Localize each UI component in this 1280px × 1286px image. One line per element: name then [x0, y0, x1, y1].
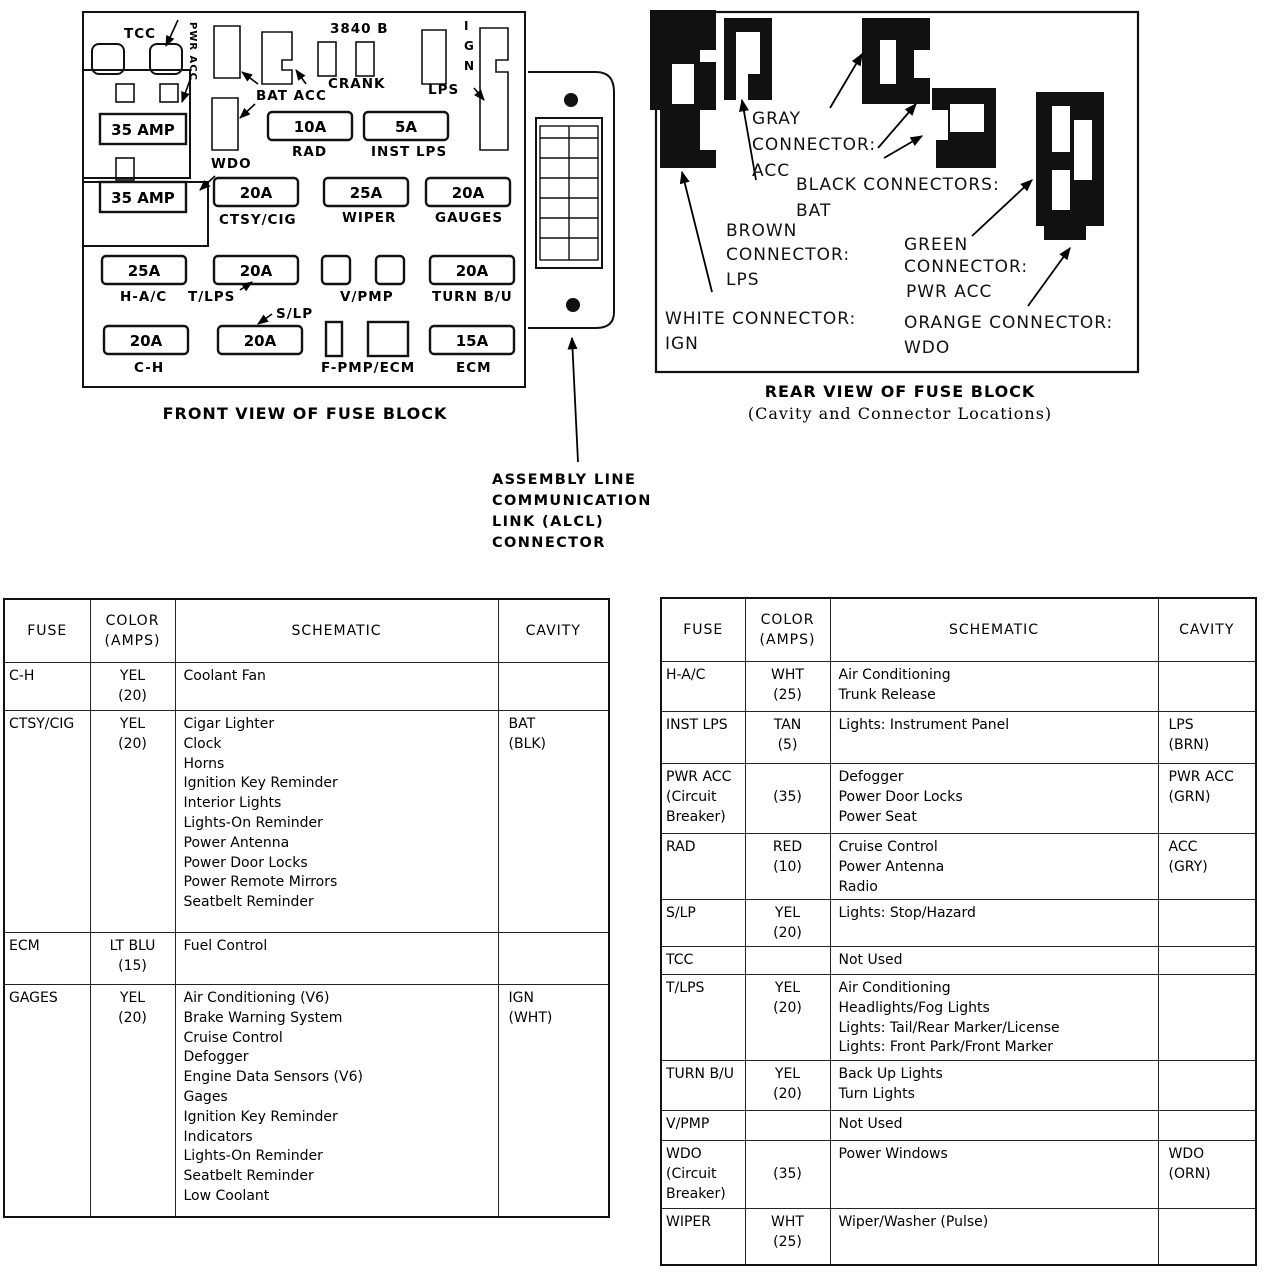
- schematic-line: Turn Lights: [838, 1085, 915, 1102]
- cell-fuse: [4, 711, 90, 933]
- label-c-h: C-H: [134, 360, 165, 376]
- cell-cavity: [1158, 1141, 1256, 1209]
- cell-schematic: [830, 662, 1158, 712]
- cell-color: [745, 662, 830, 712]
- front-view-fuse-block: [83, 12, 614, 462]
- cell-cavity: [1158, 974, 1256, 1060]
- label-gauges: GAUGES: [435, 210, 504, 226]
- cell-color: [745, 764, 830, 834]
- label-pwr-acc: PWR ACC: [187, 22, 198, 81]
- cell-schematic: [175, 663, 498, 711]
- orange-connector-title: ORANGE CONNECTOR:: [904, 313, 1114, 333]
- cell-cavity: [1158, 764, 1256, 834]
- cell-fuse: [661, 764, 745, 834]
- schematic-line: Seatbelt Reminder: [183, 1168, 314, 1185]
- fuse-line: TURN B/U: [666, 1066, 735, 1083]
- gray-connector-line2: CONNECTOR:: [752, 135, 877, 155]
- schematic-line: Air Conditioning: [838, 979, 951, 996]
- cell-cavity: [1158, 1209, 1256, 1265]
- cell-color: [90, 933, 175, 985]
- table-row: [661, 974, 1256, 1060]
- color-line: YEL: [119, 716, 146, 732]
- alcl-line: COMMUNICATION: [492, 493, 652, 509]
- schematic-line: Back Up Lights: [838, 1066, 943, 1083]
- label-ign-g: G: [464, 39, 475, 53]
- color-line: [750, 768, 826, 788]
- fuse-line: CTSY/CIG: [9, 716, 75, 732]
- table-row: [661, 900, 1256, 947]
- schematic-line: Not Used: [838, 1116, 903, 1133]
- fuse-t-lps: 20A: [239, 262, 273, 280]
- cell-schematic: [175, 933, 498, 985]
- cavity-line: (ORN): [1168, 1165, 1211, 1182]
- brown-connector-line1: BROWN: [726, 221, 798, 241]
- cell-schematic: [830, 1209, 1158, 1265]
- cavity-line: (BLK): [508, 735, 547, 752]
- cell-cavity: [1158, 662, 1256, 712]
- schematic-line: Brake Warning System: [183, 1009, 343, 1026]
- color-line: YEL: [774, 1066, 801, 1083]
- cavity-line: IGN: [508, 990, 534, 1006]
- cell-schematic: [830, 1111, 1158, 1141]
- fuse-table-left: [3, 598, 610, 1218]
- fuse-gauges: 20A: [451, 184, 485, 202]
- label-turn-b-u: TURN B/U: [432, 289, 513, 305]
- table-row: [661, 662, 1256, 712]
- schematic-line: Indicators: [183, 1128, 253, 1145]
- header-cavity: CAVITY: [498, 599, 609, 663]
- color-line: YEL: [774, 905, 801, 922]
- orange-connector-cavity: WDO: [904, 338, 951, 358]
- table-row: [661, 1209, 1256, 1265]
- cell-fuse: [661, 834, 745, 900]
- schematic-line: Power Door Locks: [838, 788, 963, 805]
- header-color: [745, 598, 830, 662]
- schematic-line: Lights: Stop/Hazard: [838, 905, 976, 922]
- label-bat-acc: BAT ACC: [256, 88, 327, 104]
- fuse-turn-b-u: 20A: [455, 262, 489, 280]
- cell-color: [90, 663, 175, 711]
- schematic-line: Air Conditioning (V6): [183, 990, 330, 1006]
- cell-fuse: [4, 985, 90, 1217]
- schematic-line: Radio: [838, 878, 878, 895]
- color-line: (20): [773, 925, 802, 942]
- color-line: (25): [773, 1233, 802, 1250]
- color-line: (35): [773, 1165, 802, 1182]
- color-line: (20): [118, 735, 147, 752]
- schematic-line: Cruise Control: [183, 1029, 283, 1046]
- white-connector-cavity: IGN: [665, 334, 699, 354]
- cavity-line: WDO: [1168, 1146, 1205, 1163]
- schematic-line: Fuel Control: [183, 938, 268, 954]
- schematic-line: Lights-On Reminder: [183, 1148, 323, 1165]
- cell-color: [745, 900, 830, 947]
- color-line: YEL: [119, 668, 146, 684]
- fuse-line: TCC: [666, 951, 694, 968]
- schematic-line: Lights: Front Park/Front Marker: [838, 1039, 1053, 1056]
- label-s-lp: S/LP: [276, 306, 314, 322]
- fuse-line: S/LP: [666, 905, 696, 922]
- cell-schematic: [175, 711, 498, 933]
- fuse-line: Breaker): [666, 1185, 726, 1202]
- cavity-line: (GRY): [1168, 858, 1208, 875]
- table-row: [661, 834, 1256, 900]
- color-line: WHT: [771, 667, 804, 683]
- label-t-lps: T/LPS: [188, 289, 236, 305]
- cell-schematic: [830, 712, 1158, 764]
- cell-schematic: [830, 834, 1158, 900]
- schematic-line: Power Antenna: [183, 834, 290, 851]
- cell-cavity: [1158, 834, 1256, 900]
- header-fuse: FUSE: [4, 599, 90, 663]
- color-line: TAN: [773, 717, 802, 733]
- cell-fuse: [661, 1209, 745, 1265]
- schematic-line: Cigar Lighter: [183, 716, 275, 732]
- schematic-line: Defogger: [183, 1049, 249, 1066]
- cell-color: [90, 711, 175, 933]
- cell-fuse: [661, 712, 745, 764]
- fuse-s-lp: 20A: [243, 332, 277, 350]
- cell-cavity: [1158, 946, 1256, 974]
- color-line: [750, 1145, 826, 1165]
- fuse-line: H-A/C: [666, 667, 706, 683]
- header-color-line: (AMPS): [104, 633, 161, 649]
- alcl-line: LINK (ALCL): [492, 514, 605, 530]
- color-line: LT BLU: [109, 938, 156, 954]
- fuse-35amp-top: 35 AMP: [111, 121, 175, 139]
- table-row: [661, 712, 1256, 764]
- label-lps: LPS: [428, 82, 460, 98]
- header-schematic: SCHEMATIC: [830, 598, 1158, 662]
- schematic-line: Trunk Release: [838, 686, 936, 703]
- cell-schematic: [175, 985, 498, 1217]
- color-line: (25): [773, 686, 802, 703]
- fuse-line: V/PMP: [666, 1116, 710, 1133]
- schematic-line: Headlights/Fog Lights: [838, 999, 990, 1016]
- rear-view-subcaption: (Cavity and Connector Locations): [747, 404, 1053, 423]
- color-line: (20): [118, 1009, 147, 1026]
- label-v-pmp: V/PMP: [340, 289, 394, 305]
- table-row: [4, 985, 609, 1217]
- front-view-caption: FRONT VIEW OF FUSE BLOCK: [162, 404, 448, 423]
- cell-schematic: [830, 764, 1158, 834]
- rear-view-fuse-block: [650, 10, 1138, 372]
- fuse-line: WDO: [666, 1146, 702, 1163]
- cavity-line: (WHT): [508, 1009, 553, 1026]
- schematic-line: Ignition Key Reminder: [183, 775, 338, 792]
- header-color-line: COLOR: [760, 612, 815, 628]
- cell-color: [745, 1111, 830, 1141]
- cell-schematic: [830, 1141, 1158, 1209]
- cell-fuse: [661, 1111, 745, 1141]
- header-fuse: FUSE: [661, 598, 745, 662]
- label-wiper: WIPER: [342, 210, 397, 226]
- schematic-line: Power Remote Mirrors: [183, 874, 338, 891]
- color-line: (20): [118, 687, 147, 704]
- cell-schematic: [830, 974, 1158, 1060]
- cell-fuse: [661, 900, 745, 947]
- fuse-rad: 10A: [293, 118, 327, 136]
- cell-schematic: [830, 1061, 1158, 1111]
- schematic-line: Lights: Tail/Rear Marker/License: [838, 1019, 1060, 1036]
- schematic-line: Low Coolant: [183, 1187, 270, 1204]
- green-connector-cavity: PWR ACC: [906, 282, 993, 302]
- cavity-line: PWR ACC: [1168, 769, 1234, 785]
- label-rad: RAD: [292, 144, 328, 160]
- cell-schematic: [830, 946, 1158, 974]
- cell-color: [745, 1061, 830, 1111]
- rear-view-caption: REAR VIEW OF FUSE BLOCK: [764, 382, 1036, 401]
- schematic-line: Gages: [183, 1088, 228, 1105]
- label-tcc: TCC: [124, 26, 157, 42]
- color-line: (20): [773, 999, 802, 1016]
- schematic-line: Seatbelt Reminder: [183, 894, 314, 911]
- color-line: (35): [773, 788, 802, 805]
- label-crank: CRANK: [328, 76, 386, 92]
- fuse-c-h: 20A: [129, 332, 163, 350]
- fuse-line: GAGES: [9, 990, 58, 1006]
- label-ign-i: I: [464, 19, 470, 33]
- schematic-line: Power Door Locks: [183, 854, 308, 871]
- schematic-line: Wiper/Washer (Pulse): [838, 1214, 989, 1231]
- cavity-line: BAT: [508, 716, 536, 732]
- color-line: YEL: [119, 990, 146, 1006]
- table-row: [661, 1141, 1256, 1209]
- cell-color: [745, 712, 830, 764]
- schematic-line: Cruise Control: [838, 839, 938, 855]
- cell-fuse: [661, 974, 745, 1060]
- schematic-line: Clock: [183, 735, 222, 752]
- cell-color: [745, 974, 830, 1060]
- header-schematic: SCHEMATIC: [175, 599, 498, 663]
- table-header-row: [661, 598, 1256, 662]
- fuse-ecm: 15A: [455, 332, 489, 350]
- color-line: (10): [773, 858, 802, 875]
- alcl-connector-label: [492, 470, 652, 554]
- gray-connector-line1: GRAY: [752, 109, 801, 129]
- cell-color: [745, 834, 830, 900]
- cavity-line: (BRN): [1168, 736, 1210, 753]
- schematic-line: Defogger: [838, 769, 904, 785]
- alcl-line: CONNECTOR: [492, 535, 606, 551]
- schematic-line: Power Antenna: [838, 858, 945, 875]
- fuse-h-a-c: 25A: [127, 262, 161, 280]
- label-ctsy-cig: CTSY/CIG: [219, 212, 297, 228]
- white-connector-title: WHITE CONNECTOR:: [665, 309, 857, 329]
- cell-color: [745, 1209, 830, 1265]
- schematic-line: Ignition Key Reminder: [183, 1108, 338, 1125]
- cell-cavity: [498, 933, 609, 985]
- color-line: WHT: [771, 1214, 804, 1231]
- cavity-line: ACC: [1168, 839, 1198, 855]
- fuse-line: ECM: [9, 938, 40, 954]
- fuse-line: C-H: [9, 668, 35, 684]
- schematic-line: Power Seat: [838, 808, 917, 825]
- black-connectors-cavity: BAT: [796, 201, 832, 221]
- header-color: [90, 599, 175, 663]
- cell-fuse: [4, 663, 90, 711]
- schematic-line: Not Used: [838, 951, 903, 968]
- fuse-line: WIPER: [666, 1214, 711, 1231]
- fuse-line: INST LPS: [666, 717, 728, 733]
- fuse-ctsy-cig: 20A: [239, 184, 273, 202]
- fuse-line: Breaker): [666, 808, 726, 825]
- cell-fuse: [661, 1061, 745, 1111]
- fuse-line: PWR ACC: [666, 769, 732, 785]
- label-inst-lps: INST LPS: [371, 144, 448, 160]
- color-line: (15): [118, 957, 147, 974]
- cell-cavity: [498, 985, 609, 1217]
- table-row: [661, 1111, 1256, 1141]
- cell-cavity: [1158, 1111, 1256, 1141]
- table-row: [661, 1061, 1256, 1111]
- fuse-35amp-bottom: 35 AMP: [111, 189, 175, 207]
- schematic-line: Coolant Fan: [183, 668, 266, 684]
- cell-fuse: [4, 933, 90, 985]
- label-f-pmp-ecm: F-PMP/ECM: [321, 360, 416, 376]
- gray-connector-cavity: ACC: [752, 161, 791, 181]
- cavity-line: (GRN): [1168, 788, 1211, 805]
- cell-cavity: [1158, 712, 1256, 764]
- color-line: YEL: [774, 979, 801, 996]
- schematic-line: Interior Lights: [183, 795, 282, 812]
- label-wdo: WDO: [211, 156, 252, 172]
- table-row: [661, 764, 1256, 834]
- cell-cavity: [1158, 900, 1256, 947]
- schematic-line: Air Conditioning: [838, 667, 951, 683]
- table-row: [4, 933, 609, 985]
- fuse-inst-lps: 5A: [394, 118, 418, 136]
- cell-fuse: [661, 662, 745, 712]
- fuse-line: T/LPS: [666, 979, 705, 996]
- black-connectors-title: BLACK CONNECTORS:: [796, 175, 1000, 195]
- alcl-line: ASSEMBLY LINE: [492, 472, 637, 488]
- green-connector-line2: CONNECTOR:: [904, 257, 1029, 277]
- table-row: [4, 711, 609, 933]
- cell-color: [745, 946, 830, 974]
- brown-connector-cavity: LPS: [726, 270, 760, 290]
- table-row: [4, 663, 609, 711]
- green-connector-line1: GREEN: [904, 235, 969, 255]
- fuse-table-right: [660, 597, 1257, 1266]
- fuse-line: (Circuit: [666, 788, 717, 805]
- schematic-line: Power Windows: [838, 1146, 948, 1163]
- color-line: (5): [777, 736, 798, 753]
- schematic-line: Horns: [183, 755, 225, 772]
- cell-schematic: [830, 900, 1158, 947]
- schematic-line: Engine Data Sensors (V6): [183, 1069, 363, 1086]
- color-line: (20): [773, 1085, 802, 1102]
- table-header-row: [4, 599, 609, 663]
- cell-fuse: [661, 946, 745, 974]
- fuse-line: (Circuit: [666, 1165, 717, 1182]
- label-ecm: ECM: [456, 360, 492, 376]
- table-row: [661, 946, 1256, 974]
- label-ign-n: N: [464, 59, 476, 73]
- fuse-line: RAD: [666, 839, 696, 855]
- fuse-wiper: 25A: [349, 184, 383, 202]
- header-color-line: (AMPS): [759, 632, 816, 648]
- cell-cavity: [498, 711, 609, 933]
- cell-color: [90, 985, 175, 1217]
- schematic-line: Lights-On Reminder: [183, 814, 323, 831]
- cell-color: [745, 1141, 830, 1209]
- cavity-line: LPS: [1168, 717, 1194, 733]
- cell-cavity: [1158, 1061, 1256, 1111]
- cell-fuse: [661, 1141, 745, 1209]
- color-line: RED: [772, 839, 803, 855]
- header-cavity: CAVITY: [1158, 598, 1256, 662]
- brown-connector-line2: CONNECTOR:: [726, 245, 851, 265]
- schematic-line: Lights: Instrument Panel: [838, 717, 1010, 733]
- label-part-number: 3840 B: [330, 21, 389, 37]
- header-color-line: COLOR: [105, 613, 160, 629]
- cell-cavity: [498, 663, 609, 711]
- label-h-a-c: H-A/C: [120, 289, 168, 305]
